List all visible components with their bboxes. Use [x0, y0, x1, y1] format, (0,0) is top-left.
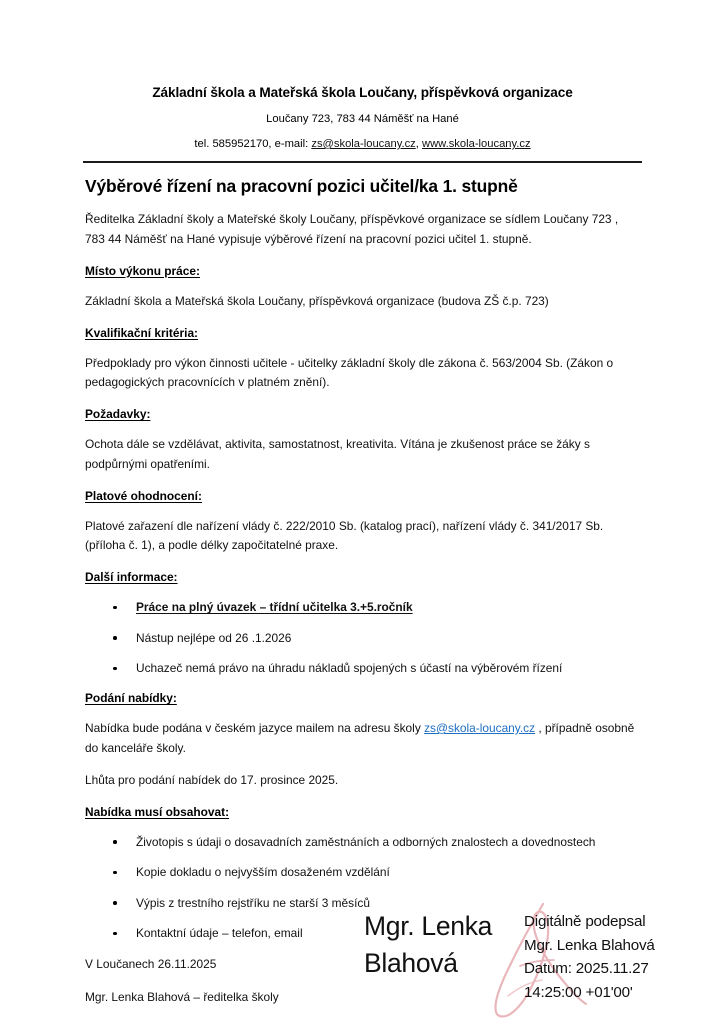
- bullet-icon: [113, 636, 117, 640]
- letterhead: [83, 84, 642, 152]
- list-item-label: Uchazeč nemá právo na úhradu nákladů spojených s účastí na výběrovém řízení: [136, 661, 563, 675]
- contact-separator: ,: [415, 138, 422, 150]
- section-body-submission: [85, 719, 641, 758]
- bullet-icon: [113, 901, 117, 905]
- contact-website[interactable]: www.skola-loucany.cz: [421, 138, 531, 150]
- closing-place-date: V Loučanech 26.11.2025: [85, 957, 217, 971]
- section-heading-requirements: [85, 405, 641, 424]
- list-item: [85, 598, 641, 617]
- document-body: [85, 174, 641, 1020]
- list-item-label: Kopie dokladu o nejvyšším dosaženém vzdělání: [136, 865, 390, 879]
- organization-address: Loučany 723, 783 44 Náměšť na Hané: [266, 113, 459, 125]
- submission-deadline: Lhůta pro podání nabídek do 17. prosince 2025.: [85, 772, 339, 787]
- list-item: [85, 659, 641, 678]
- list-item-label: Životopis s údaji o dosavadních zaměstnáních a odborných znalostech a dovednostech: [136, 834, 596, 849]
- list-item: [85, 629, 641, 648]
- section-body-requirements: Ochota dále se vzdělávat, aktivita, samostatnost, kreativita. Vítána je zkušenost práce se žáky s podpůrnými opatřeními.: [85, 437, 590, 471]
- section-heading-must-contain: [85, 803, 641, 822]
- contact-prefix: tel. 585952170, e-mail:: [194, 138, 312, 150]
- signature-detail-line-2: Mgr. Lenka Blahová: [524, 936, 655, 954]
- section-heading-salary-label: Platové ohodnocení:: [85, 488, 202, 503]
- submission-text-prefix: Nabídka bude podána v českém jazyce mailem na adresu školy: [85, 721, 425, 735]
- section-body-place: Základní škola a Mateřská škola Loučany, příspěvková organizace (budova ZŠ č.p. 723): [85, 293, 549, 308]
- organization-contact: [83, 136, 642, 152]
- bullet-icon: [113, 840, 117, 844]
- section-body-qualification: Předpoklady pro výkon činnosti učitele - učitelky základní školy dle zákona č. 563/2004 Sb. (Zákon o pedagogických pracovnících v platném znění).: [85, 355, 614, 389]
- list-item-label: Nástup nejlépe od 26 .1.2026: [136, 630, 292, 645]
- signature-detail-line-1: Digitálně podepsal: [524, 913, 646, 930]
- signature-detail-line-4: 14:25:00 +01'00': [524, 983, 633, 1001]
- signature-name: Mgr. Lenka Blahová: [364, 911, 493, 978]
- list-item: [85, 863, 641, 882]
- signature-details: [524, 910, 720, 1004]
- section-body-salary: Platové zařazení dle nařízení vlády č. 222/2010 Sb. (katalog prací), nařízení vlády č. 341/2017 Sb. (příloha č. 1), a podle délky započitatelné praxe.: [85, 518, 604, 552]
- section-heading-qualification: [85, 324, 641, 343]
- bullet-icon: [113, 606, 117, 610]
- list-item: [85, 833, 641, 852]
- page-title: Výběrové řízení na pracovní pozici učitel/ka 1. stupně: [85, 176, 518, 196]
- section-heading-submission: [85, 689, 641, 708]
- list-item-label: Kontaktní údaje – telefon, email: [136, 926, 303, 940]
- bullet-icon: [113, 871, 117, 875]
- contact-email[interactable]: zs@skola-loucany.cz: [311, 138, 416, 150]
- intro-paragraph: Ředitelka Základní školy a Mateřské školy Loučany, příspěvkové organizace se sídlem Loučany 723 , 783 44 Náměšť na Hané vypisuje výběrové řízení na pracovní pozici učitel 1. stupně.: [85, 212, 619, 246]
- section-heading-requirements-label: Požadavky:: [85, 407, 151, 421]
- list-item-label: Práce na plný úvazek – třídní učitelka 3.+5.ročník: [136, 600, 413, 614]
- digital-signature-stamp[interactable]: [360, 906, 724, 1018]
- bullet-icon: [113, 932, 117, 936]
- section-heading-place: [85, 262, 641, 281]
- section-heading-more-info: [85, 568, 641, 587]
- header-divider: [83, 161, 642, 163]
- section-heading-place-label: Místo výkonu práce:: [85, 263, 200, 278]
- list-item-label: Výpis z trestního rejstříku ne starší 3 měsíců: [136, 895, 370, 910]
- section-heading-more-info-label: Další informace:: [85, 570, 178, 584]
- submission-text-suffix: , případně osobně do kanceláře školy.: [85, 721, 635, 755]
- organization-name: Základní škola a Mateřská škola Loučany, příspěvková organizace: [152, 85, 573, 100]
- section-heading-salary: [85, 487, 641, 506]
- bullet-icon: [113, 667, 117, 671]
- closing-signer: Mgr. Lenka Blahová – ředitelka školy: [85, 989, 279, 1004]
- more-info-list: [85, 598, 641, 678]
- section-heading-qualification-label: Kvalifikační kritéria:: [85, 325, 199, 340]
- section-heading-must-contain-label: Nabídka musí obsahovat:: [85, 804, 230, 819]
- submission-email-link[interactable]: zs@skola-loucany.cz: [424, 721, 536, 735]
- section-heading-submission-label: Podání nabídky:: [85, 691, 177, 705]
- signature-detail-line-3: Datum: 2025.11.27: [524, 960, 649, 977]
